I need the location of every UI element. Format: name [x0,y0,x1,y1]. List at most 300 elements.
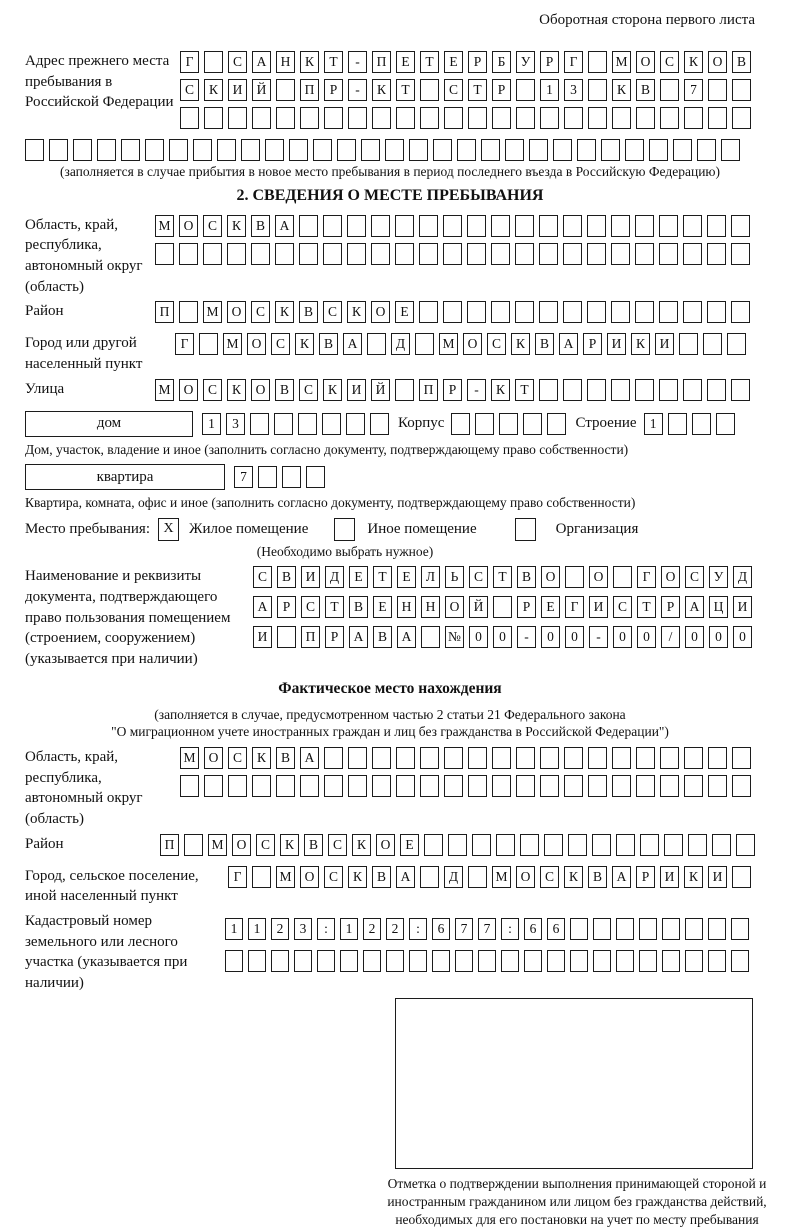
char-box[interactable] [251,243,270,265]
char-box[interactable]: Д [391,333,410,355]
char-box[interactable] [323,243,342,265]
char-box[interactable]: А [612,866,631,888]
char-box[interactable] [385,139,404,161]
char-box[interactable] [324,747,343,769]
char-box[interactable]: - [348,51,367,73]
char-box[interactable] [707,379,726,401]
char-box[interactable] [275,243,294,265]
char-box[interactable] [481,139,500,161]
char-box[interactable]: Д [444,866,463,888]
char-box[interactable] [478,950,496,972]
char-box[interactable]: М [203,301,222,323]
char-box[interactable] [668,413,687,435]
char-box[interactable]: 0 [469,626,488,648]
char-box[interactable] [613,566,632,588]
char-box[interactable]: В [588,866,607,888]
char-box[interactable]: П [300,79,319,101]
char-box[interactable]: Г [565,596,584,618]
char-box[interactable]: Г [180,51,199,73]
char-box[interactable] [300,107,319,129]
char-box[interactable] [587,243,606,265]
char-box[interactable] [415,333,434,355]
char-box[interactable] [424,834,443,856]
char-box[interactable]: С [469,566,488,588]
char-box[interactable]: 0 [709,626,728,648]
char-box[interactable] [565,566,584,588]
char-box[interactable]: А [343,333,362,355]
char-box[interactable]: 2 [271,918,289,940]
char-box[interactable] [420,866,439,888]
char-box[interactable]: В [372,866,391,888]
char-box[interactable] [299,243,318,265]
char-box[interactable]: 7 [478,918,496,940]
char-box[interactable] [421,626,440,648]
char-box[interactable]: В [275,379,294,401]
char-box[interactable] [662,918,680,940]
char-box[interactable] [204,775,223,797]
char-box[interactable] [491,215,510,237]
char-box[interactable]: А [396,866,415,888]
char-box[interactable] [664,834,683,856]
char-box[interactable]: С [203,215,222,237]
char-box[interactable] [516,107,535,129]
char-box[interactable] [248,950,266,972]
char-box[interactable] [731,243,750,265]
char-box[interactable] [371,215,390,237]
char-box[interactable] [540,775,559,797]
char-box[interactable] [635,379,654,401]
char-box[interactable] [492,107,511,129]
char-box[interactable] [708,918,726,940]
char-box[interactable] [492,747,511,769]
char-box[interactable]: С [301,596,320,618]
char-box[interactable]: Р [636,866,655,888]
char-box[interactable]: У [709,566,728,588]
char-box[interactable] [347,215,366,237]
char-box[interactable] [228,775,247,797]
char-box[interactable] [179,243,198,265]
char-box[interactable] [564,775,583,797]
char-box[interactable]: 1 [644,413,663,435]
char-box[interactable]: Р [443,379,462,401]
char-box[interactable]: М [180,747,199,769]
char-box[interactable]: С [540,866,559,888]
char-box[interactable] [731,918,749,940]
char-box[interactable] [570,918,588,940]
char-box[interactable] [323,215,342,237]
char-box[interactable] [386,950,404,972]
char-box[interactable] [419,243,438,265]
char-box[interactable]: 1 [202,413,221,435]
char-box[interactable]: С [228,51,247,73]
char-box[interactable]: К [612,79,631,101]
char-box[interactable] [563,301,582,323]
char-box[interactable]: М [155,379,174,401]
char-box[interactable] [684,775,703,797]
char-box[interactable]: О [247,333,266,355]
char-box[interactable]: Н [397,596,416,618]
char-box[interactable] [348,107,367,129]
char-box[interactable] [587,301,606,323]
char-box[interactable] [274,413,293,435]
char-box[interactable]: М [276,866,295,888]
char-box[interactable] [708,107,727,129]
char-box[interactable]: - [589,626,608,648]
char-box[interactable]: К [227,379,246,401]
char-box[interactable] [731,301,750,323]
char-box[interactable]: И [589,596,608,618]
char-box[interactable] [611,215,630,237]
char-box[interactable] [731,379,750,401]
char-box[interactable]: Т [420,51,439,73]
char-box[interactable]: И [228,79,247,101]
char-box[interactable] [616,834,635,856]
char-box[interactable] [611,301,630,323]
char-box[interactable]: Р [492,79,511,101]
char-box[interactable] [515,215,534,237]
char-box[interactable]: О [179,379,198,401]
char-box[interactable] [73,139,92,161]
char-box[interactable]: П [155,301,174,323]
char-box[interactable] [679,333,698,355]
char-box[interactable] [659,301,678,323]
char-box[interactable] [252,775,271,797]
char-box[interactable] [516,775,535,797]
char-box[interactable] [420,107,439,129]
char-box[interactable] [204,107,223,129]
char-box[interactable] [662,950,680,972]
char-box[interactable]: Й [252,79,271,101]
char-box[interactable] [540,107,559,129]
char-box[interactable] [372,747,391,769]
char-box[interactable] [683,215,702,237]
char-box[interactable] [217,139,236,161]
char-box[interactable] [683,379,702,401]
char-box[interactable]: О [445,596,464,618]
char-box[interactable]: 0 [493,626,512,648]
char-box[interactable] [635,301,654,323]
char-box[interactable] [659,379,678,401]
char-box[interactable] [703,333,722,355]
char-box[interactable] [300,775,319,797]
char-box[interactable]: 0 [733,626,752,648]
char-box[interactable] [685,918,703,940]
char-box[interactable] [683,301,702,323]
char-box[interactable] [395,215,414,237]
char-box[interactable]: П [419,379,438,401]
char-box[interactable] [472,834,491,856]
char-box[interactable]: Т [373,566,392,588]
char-box[interactable] [683,243,702,265]
char-box[interactable]: К [295,333,314,355]
char-box[interactable] [636,775,655,797]
char-box[interactable] [707,215,726,237]
char-box[interactable]: № [445,626,464,648]
char-box[interactable] [499,413,518,435]
char-box[interactable] [697,139,716,161]
char-box[interactable]: В [517,566,536,588]
char-box[interactable]: Г [637,566,656,588]
char-box[interactable] [419,301,438,323]
char-box[interactable]: М [155,215,174,237]
char-box[interactable] [529,139,548,161]
char-box[interactable] [660,747,679,769]
char-box[interactable]: О [179,215,198,237]
char-box[interactable]: К [275,301,294,323]
char-box[interactable]: М [208,834,227,856]
char-box[interactable]: : [317,918,335,940]
char-box[interactable]: Т [515,379,534,401]
char-box[interactable]: 1 [340,918,358,940]
char-box[interactable] [155,243,174,265]
char-box[interactable]: В [319,333,338,355]
checkbox-other-premises[interactable] [334,518,355,541]
char-box[interactable]: К [511,333,530,355]
char-box[interactable] [492,775,511,797]
char-box[interactable]: К [280,834,299,856]
char-box[interactable] [409,139,428,161]
char-box[interactable] [544,834,563,856]
char-box[interactable]: Е [541,596,560,618]
char-box[interactable] [601,139,620,161]
char-box[interactable]: М [492,866,511,888]
char-box[interactable] [448,834,467,856]
char-box[interactable]: 3 [564,79,583,101]
char-box[interactable]: С [251,301,270,323]
char-box[interactable] [587,215,606,237]
char-box[interactable] [348,775,367,797]
char-box[interactable]: Р [540,51,559,73]
char-box[interactable]: И [660,866,679,888]
char-box[interactable] [708,775,727,797]
char-box[interactable]: М [439,333,458,355]
char-box[interactable] [587,379,606,401]
char-box[interactable] [660,107,679,129]
char-box[interactable]: О [708,51,727,73]
char-box[interactable]: К [684,866,703,888]
char-box[interactable]: 1 [225,918,243,940]
char-box[interactable] [372,107,391,129]
char-box[interactable] [258,466,277,488]
char-box[interactable]: Е [396,51,415,73]
char-box[interactable] [611,243,630,265]
char-box[interactable] [396,775,415,797]
char-box[interactable] [468,107,487,129]
char-box[interactable] [457,139,476,161]
char-box[interactable] [592,834,611,856]
char-box[interactable]: А [300,747,319,769]
char-box[interactable] [563,243,582,265]
char-box[interactable] [659,243,678,265]
char-box[interactable]: С [271,333,290,355]
char-box[interactable]: 2 [363,918,381,940]
char-box[interactable]: В [276,747,295,769]
char-box[interactable]: С [444,79,463,101]
char-box[interactable] [184,834,203,856]
char-box[interactable]: К [347,301,366,323]
char-box[interactable]: И [347,379,366,401]
char-box[interactable]: В [251,215,270,237]
char-box[interactable]: М [612,51,631,73]
char-box[interactable] [468,747,487,769]
char-box[interactable] [443,301,462,323]
char-box[interactable] [685,950,703,972]
char-box[interactable] [716,413,735,435]
char-box[interactable]: Г [175,333,194,355]
char-box[interactable]: С [660,51,679,73]
char-box[interactable]: К [352,834,371,856]
char-box[interactable] [276,79,295,101]
char-box[interactable] [396,747,415,769]
char-box[interactable] [588,775,607,797]
char-box[interactable]: Т [324,51,343,73]
char-box[interactable] [732,107,751,129]
char-box[interactable]: В [277,566,296,588]
char-box[interactable] [340,950,358,972]
char-box[interactable]: Т [325,596,344,618]
char-box[interactable] [616,950,634,972]
char-box[interactable] [501,950,519,972]
char-box[interactable] [299,215,318,237]
char-box[interactable] [396,107,415,129]
char-box[interactable] [547,413,566,435]
char-box[interactable] [371,243,390,265]
char-box[interactable] [732,79,751,101]
char-box[interactable]: К [204,79,223,101]
char-box[interactable] [539,379,558,401]
char-box[interactable]: И [253,626,272,648]
char-box[interactable]: Е [444,51,463,73]
char-box[interactable] [346,413,365,435]
char-box[interactable] [577,139,596,161]
char-box[interactable] [688,834,707,856]
char-box[interactable] [475,413,494,435]
char-box[interactable]: Р [324,79,343,101]
char-box[interactable] [539,243,558,265]
char-box[interactable]: 0 [541,626,560,648]
char-box[interactable] [455,950,473,972]
char-box[interactable] [121,139,140,161]
char-box[interactable]: И [733,596,752,618]
char-box[interactable]: К [227,215,246,237]
char-box[interactable]: Л [421,566,440,588]
char-box[interactable] [271,950,289,972]
char-box[interactable] [467,243,486,265]
char-box[interactable]: К [348,866,367,888]
char-box[interactable]: С [203,379,222,401]
char-box[interactable]: 3 [226,413,245,435]
char-box[interactable]: 0 [685,626,704,648]
checkbox-residential[interactable]: X [158,518,179,541]
char-box[interactable] [636,107,655,129]
char-box[interactable] [348,747,367,769]
char-box[interactable] [635,243,654,265]
char-box[interactable] [361,139,380,161]
char-box[interactable] [612,107,631,129]
char-box[interactable]: Р [661,596,680,618]
char-box[interactable]: О [661,566,680,588]
char-box[interactable]: В [349,596,368,618]
char-box[interactable]: 6 [547,918,565,940]
char-box[interactable]: О [636,51,655,73]
char-box[interactable] [612,747,631,769]
char-box[interactable]: / [661,626,680,648]
char-box[interactable] [467,215,486,237]
char-box[interactable] [145,139,164,161]
char-box[interactable]: С [487,333,506,355]
char-box[interactable]: 0 [613,626,632,648]
char-box[interactable] [563,379,582,401]
char-box[interactable] [491,243,510,265]
char-box[interactable] [731,950,749,972]
char-box[interactable]: Е [373,596,392,618]
char-box[interactable] [363,950,381,972]
char-box[interactable] [491,301,510,323]
char-box[interactable]: Г [228,866,247,888]
char-box[interactable]: 0 [565,626,584,648]
char-box[interactable]: С [256,834,275,856]
char-box[interactable]: Ц [709,596,728,618]
char-box[interactable] [523,413,542,435]
char-box[interactable]: С [323,301,342,323]
char-box[interactable] [289,139,308,161]
char-box[interactable]: Е [349,566,368,588]
char-box[interactable]: В [636,79,655,101]
char-box[interactable]: 3 [294,918,312,940]
char-box[interactable]: В [732,51,751,73]
char-box[interactable] [227,243,246,265]
char-box[interactable] [193,139,212,161]
char-box[interactable] [372,775,391,797]
char-box[interactable]: К [631,333,650,355]
char-box[interactable] [443,215,462,237]
char-box[interactable]: К [323,379,342,401]
char-box[interactable]: А [397,626,416,648]
char-box[interactable] [708,747,727,769]
char-box[interactable] [306,466,325,488]
char-box[interactable] [524,950,542,972]
char-box[interactable] [727,333,746,355]
char-box[interactable] [660,79,679,101]
char-box[interactable]: Т [637,596,656,618]
char-box[interactable] [241,139,260,161]
char-box[interactable] [493,596,512,618]
char-box[interactable]: К [300,51,319,73]
char-box[interactable] [636,747,655,769]
char-box[interactable] [420,79,439,101]
char-box[interactable] [673,139,692,161]
char-box[interactable]: О [227,301,246,323]
char-box[interactable]: Р [277,596,296,618]
char-box[interactable] [553,139,572,161]
char-box[interactable] [298,413,317,435]
char-box[interactable]: О [463,333,482,355]
char-box[interactable] [588,51,607,73]
char-box[interactable] [593,950,611,972]
char-box[interactable] [707,301,726,323]
char-box[interactable] [409,950,427,972]
char-box[interactable] [324,107,343,129]
char-box[interactable]: Т [468,79,487,101]
char-box[interactable]: 2 [386,918,404,940]
char-box[interactable]: П [372,51,391,73]
char-box[interactable]: С [253,566,272,588]
char-box[interactable] [468,775,487,797]
char-box[interactable] [347,243,366,265]
char-box[interactable]: Ь [445,566,464,588]
char-box[interactable]: С [299,379,318,401]
char-box[interactable] [639,950,657,972]
